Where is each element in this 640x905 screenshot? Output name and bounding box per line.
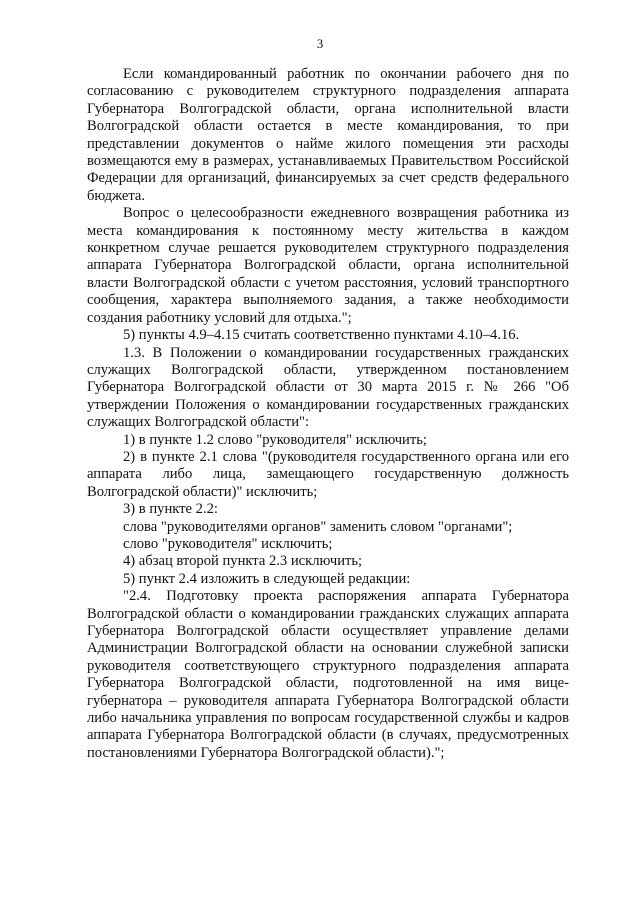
paragraph: 3) в пункте 2.2: (123, 501, 218, 518)
paragraph: слова "руководителями органов" заменить словом "органами"; (123, 518, 513, 535)
page-number: 3 (316, 36, 324, 51)
document-body (87, 66, 569, 762)
paragraph: слово "руководителя" исключить; (123, 535, 333, 552)
paragraph: 2) в пункте 2.1 слова "(руководителя государственного органа или его аппарата либо лица, замещающего государственную должность Волгоградской области)" исключить; (87, 448, 569, 500)
paragraph: Вопрос о целесообразности ежедневного возвращения работника из места командирования к постоянному месту жительства в каждом конкретном случае решается руководителем структурного подразделения аппарата Губернатора Волгоградской области, органа исполнительной власти Волгоградской области с учетом расстояния, условий транспортного сообщения, характера выполняемого задания, а также необходимости создания работнику условий для отдыха."; (87, 205, 569, 326)
paragraph: "2.4. Подготовку проекта распоряжения аппарата Губернатора Волгоградской области о командировании гражданских служащих аппарата Губернатора Волгоградской области осуществляет управление делами Администрации Волгоградской области на основании служебной записки руководителя соответствующего структурного подразделения аппарата Губернатора Волгоградской области, подготовленной на имя вице-губернатора – руководителя аппарата Губернатора Волгоградской области либо начальника управления по вопросам государственной службы и кадров аппарата Губернатора Волгоградской области (в случаях, предусмотренных постановлениями Губернатора Волгоградской области)."; (87, 588, 569, 761)
paragraph: 5) пункт 2.4 изложить в следующей редакции: (123, 570, 411, 587)
paragraph: 1.3. В Положении о командировании государственных гражданских служащих Волгоградской области, утвержденном постановлением Губернатора Волгоградской области от 30 марта 2015 г. № 266 "Об утверждении Положения о командировании государственных гражданских служащих Волгоградской области": (87, 344, 569, 431)
paragraph: 5) пункты 4.9–4.15 считать соответственно пунктами 4.10–4.16. (123, 327, 520, 344)
paragraph: 4) абзац второй пункта 2.3 исключить; (123, 553, 363, 570)
paragraph: 1) в пункте 1.2 слово "руководителя" исключить; (123, 431, 427, 448)
paragraph: Если командированный работник по окончании рабочего дня по согласованию с руководителем структурного подразделения аппарата Губернатора Волгоградской области, органа исполнительной власти Волгоградской области остается в месте командирования, то при представлении документов о найме жилого помещения эти расходы возмещаются ему в размерах, устанавливаемых Правительством Российской Федерации для организаций, финансируемых за счет средств федерального бюджета. (87, 66, 569, 204)
